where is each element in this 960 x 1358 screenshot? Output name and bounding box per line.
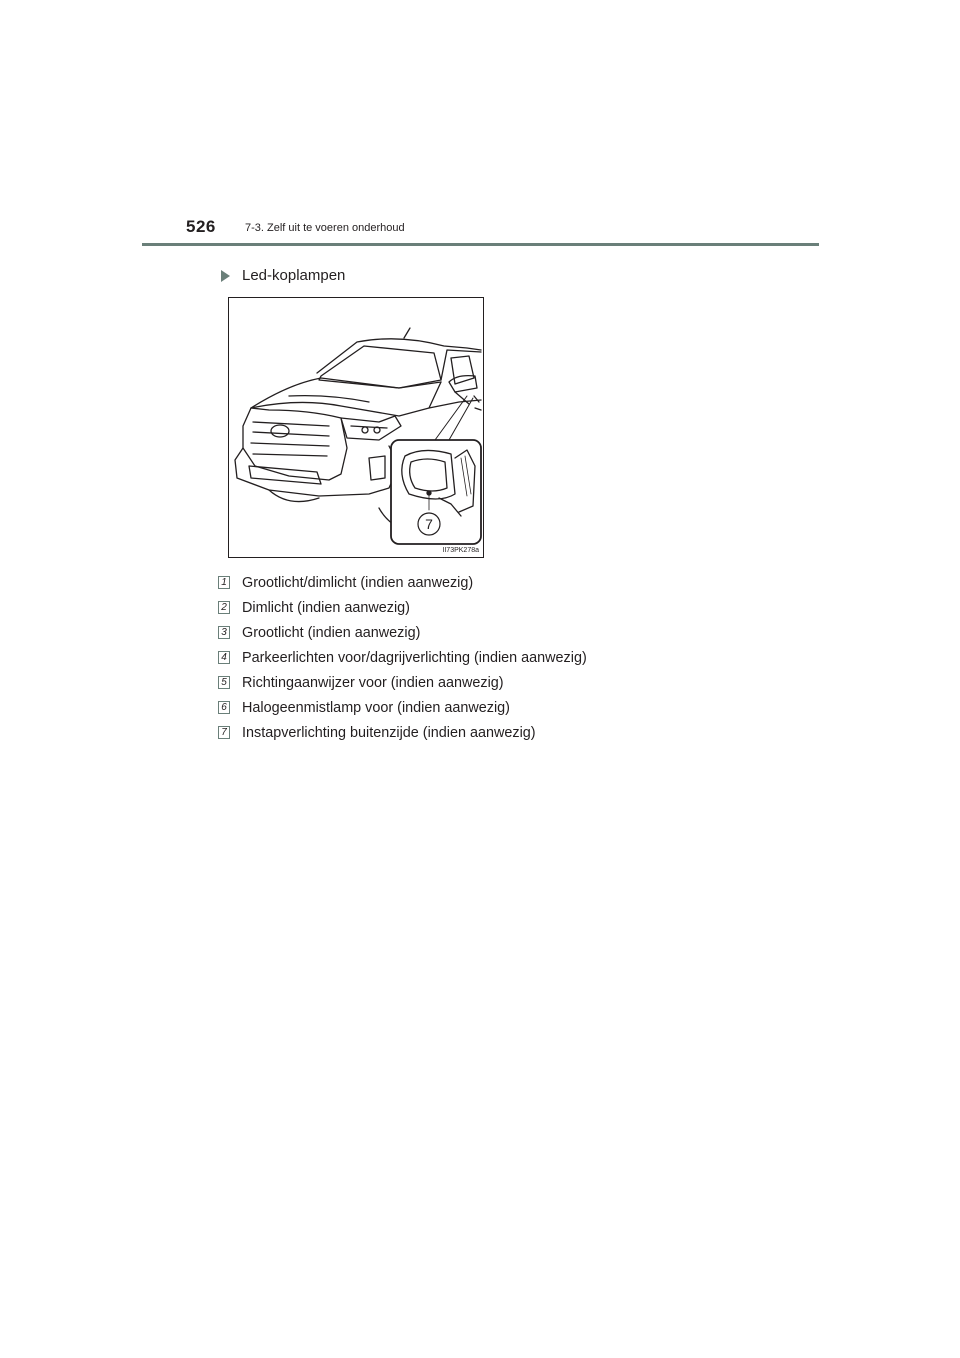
number-badge: 1: [218, 576, 230, 589]
truck-drawing: [229, 298, 483, 557]
legend-item: [218, 670, 587, 695]
legend-item: [218, 695, 587, 720]
legend-text: Grootlicht/dimlicht (indien aanwezig): [242, 574, 474, 591]
number-badge: 4: [218, 651, 230, 664]
number-badge: 5: [218, 676, 230, 689]
figure-code: II73PK278a: [442, 547, 479, 554]
number-badge: 7: [218, 726, 230, 739]
number-badge: 3: [218, 626, 230, 639]
page-number: 526: [186, 217, 216, 236]
legend-text: Dimlicht (indien aanwezig): [242, 599, 410, 616]
legend-text: Instapverlichting buitenzijde (indien aanwezig): [242, 724, 536, 741]
triangle-bullet-icon: [221, 270, 230, 282]
legend-text: Parkeerlichten voor/dagrijverlichting (indien aanwezig): [242, 649, 587, 666]
subheading-text: Led-koplampen: [242, 267, 346, 284]
legend-item: [218, 595, 587, 620]
header-divider: [142, 243, 819, 246]
figure-callout-number: 7: [425, 516, 433, 532]
number-badge: 2: [218, 601, 230, 614]
legend-text: Grootlicht (indien aanwezig): [242, 624, 421, 641]
legend-item: [218, 720, 587, 745]
section-title: 7-3. Zelf uit te voeren onderhoud: [245, 222, 405, 234]
legend-text: Halogeenmistlamp voor (indien aanwezig): [242, 699, 510, 716]
vehicle-illustration: [228, 297, 484, 558]
legend-item: [218, 570, 587, 595]
legend-text: Richtingaanwijzer voor (indien aanwezig): [242, 674, 504, 691]
number-badge: 6: [218, 701, 230, 714]
subheading: [221, 267, 345, 284]
legend-item: [218, 645, 587, 670]
legend-item: [218, 620, 587, 645]
legend-list: [218, 570, 587, 745]
